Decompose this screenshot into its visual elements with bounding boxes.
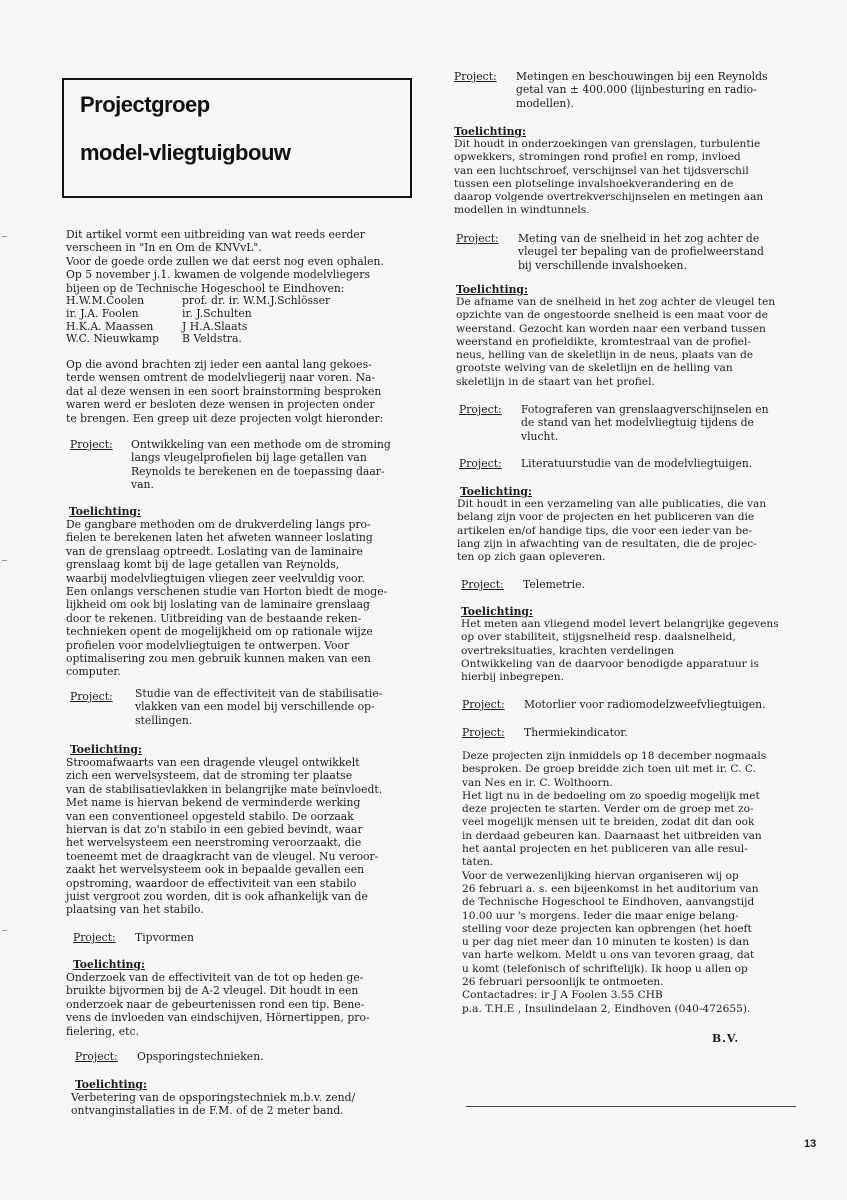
toelichting-8-text: Dit houdt in een verzameling van alle publicaties, die van belang zijn voor de projecten en het publiceren van die artikelen en/of handige tips, die voor een ieder van be- lang zijn in afwachting van de resultaten, die de projec- ten op zich gaan opleveren.: [457, 498, 767, 564]
toelichting-1-text: De gangbare methoden om de drukverdeling langs pro- fielen te berekenen laten het afweten wanneer loslating van de grenslaag optreedt. Loslating van de laminaire grenslaag komt bij de lage getallen van Reynolds, waarbij modelvliegtuigen vliegen zeer veelvuldig voor. Een onlangs verschenen studie van Horton biedt de moge- lijkheid om ook bij loslating van de laminaire grenslaag door te rekenen. Uitbreiding van de bestaande reken- technieken opent de mogelijkheid om op rationale wijze profielen voor modelvliegtuigen te ontwerpen. Voor optimalisering zou men gebruik kunnen maken van een computer.: [66, 518, 388, 679]
page-number: 13: [804, 1138, 817, 1150]
toelichting-4-text: Verbetering van de opsporingstechniek m.b.v. zend/ ontvanginstallaties in de F.M. of de 2 meter band.: [71, 1091, 356, 1118]
project-6-text: Meting van de snelheid in het zog achter de vleugel ter bepaling van de profielweerstand bij verschillende invalshoeken.: [518, 232, 764, 272]
project-7-text: Fotograferen van grenslaagverschijnselen en de stand van het modelvliegtuig tijdens de vlucht.: [521, 403, 769, 443]
project-label: Project:: [462, 726, 505, 739]
project-label: Project:: [75, 1050, 118, 1063]
intro-paragraph-2: Op die avond brachten zij ieder een aantal lang gekoes- terde wensen omtrent de modelvliegerij naar voren. Na- dat al deze wensen in een soort brainstorming besproken waren werd er besloten deze wensen in projecten onder te brengen. Een greep uit deze projecten volgt hieronder:: [66, 358, 384, 425]
project-label: Project:: [459, 457, 502, 470]
member-list-right: prof. dr. ir. W.M.J.Schlösser ir. J.Schulten J H.A.Slaats B Veldstra.: [182, 294, 331, 346]
toelichting-label: Toelichting:: [454, 125, 526, 138]
toelichting-label: Toelichting:: [456, 283, 528, 296]
toelichting-label: Toelichting:: [460, 485, 532, 498]
project-4-text: Opsporingstechnieken.: [137, 1050, 264, 1063]
title-box: [62, 78, 412, 198]
toelichting-label: Toelichting:: [73, 958, 145, 971]
intro-paragraph: Dit artikel vormt een uitbreiding van wat reeds eerder verscheen in "In en Om de KNVvL". Voor de goede orde zullen we dat eerst nog even ophalen. Op 5 november j.1. kwamen de volgende modelvliegers bijeen op de Technische Hogeschool te Eindhoven:: [66, 228, 384, 295]
toelichting-label: Toelichting:: [70, 743, 142, 756]
project-10-text: Motorlier voor radiomodelzweefvliegtuigen.: [524, 698, 766, 711]
project-label: Project:: [461, 578, 504, 591]
scan-edge-mark: [2, 560, 7, 561]
scan-edge-mark: [2, 236, 7, 237]
project-label: Project:: [454, 70, 497, 83]
project-label: Project:: [73, 931, 116, 944]
project-5-text: Metingen en beschouwingen bij een Reynolds getal van ± 400.000 (lijnbesturing en radio- modellen).: [516, 70, 768, 110]
footer-rule: [466, 1106, 796, 1107]
project-label: Project:: [462, 698, 505, 711]
toelichting-6-text: De afname van de snelheid in het zog achter de vleugel ten opzichte van de ongestoorde snelheid is een maat voor de weerstand. Gezocht kan worden naar een verband tussen weerstand en profieldikte, kromtestraal van de profiel- neus, helling van de skeletlijn in de neus, plaats van de grootste welving van de skeletlijn en de helling van skeletlijn in de staart van het profiel.: [456, 296, 776, 388]
project-2-text: Studie van de effectiviteit van de stabilisatie- vlakken van een model bij verschillende op- stellingen.: [135, 687, 383, 727]
project-8-text: Literatuurstudie van de modelvliegtuigen.: [521, 457, 753, 470]
project-1-text: Ontwikkeling van een methode om de stroming langs vleugelprofielen bij lage getallen van Reynolds te berekenen en de toepassing daar- van.: [131, 438, 391, 492]
toelichting-label: Toelichting:: [75, 1078, 147, 1091]
page-title-line-2: model-vliegtuigbouw: [80, 140, 291, 165]
project-label: Project:: [70, 438, 113, 451]
project-label: Project:: [456, 232, 499, 245]
toelichting-label: Toelichting:: [461, 605, 533, 618]
toelichting-5-text: Dit houdt in onderzoekingen van grenslagen, turbulentie opwekkers, stromingen rond profiel en romp, invloed van een luchtschroef, verschijnsel van het tijdsverschil tussen een plotselinge invalshoekverandering en de daarop volgende overtrekverschijnselen en metingen aan modellen in windtunnels.: [454, 138, 764, 217]
member-list-left: H.W.M.Coolen ir. J.A. Foolen H.K.A. Maassen W.C. Nieuwkamp: [66, 294, 159, 346]
page-title-line-1: Projectgroep: [80, 92, 210, 117]
toelichting-3-text: Onderzoek van de effectiviteit van de tot op heden ge- bruikte bijvormen bij de A-2 vleugel. Dit houdt in een onderzoek naar de gebeurtenissen rond een tip. Bene- vens de invloeden van eindschijven, Hörnertippen, pro- fielering, etc.: [66, 971, 370, 1038]
signature: B.V.: [712, 1032, 740, 1045]
closing-paragraph: Deze projecten zijn inmiddels op 18 december nogmaals besproken. De groep breidde zich toen uit met ir. C. C. van Nes en ir. C. Wolthoorn. Het ligt nu in de bedoeling om zo spoedig mogelijk met deze projecten te starten. Verder om de groep met zo- veel mogelijk mensen uit te breiden, zodat dit dan ook in derdaad gebeuren kan. Daarnaast het uitbreiden van het aantal projecten en het publiceren van alle resul- taten. Voor de verwezenlijking hiervan organiseren wij op 26 februari a. s. een bijeenkomst in het auditorium van de Technische Hogeschool te Eindhoven, aanvangstijd 10.00 uur 's morgens. Ieder die maar enige belang- stelling voor deze projecten kan opbrengen (het hoeft u per dag niet meer dan 10 minuten te kosten) is dan van harte welkom. Meldt u ons van tevoren graag, dat u komt (telefonisch of schriftelijk). Ik hoop u allen op 26 februari persoonlijk te ontmoeten. Contactadres: ir J A Foolen 3.55 CHB p.a. T.H.E , Insulindelaan 2, Eindhoven (040-472655).: [462, 750, 767, 1015]
scan-edge-mark: [2, 930, 7, 931]
toelichting-2-text: Stroomafwaarts van een dragende vleugel ontwikkelt zich een wervelsysteem, dat de stroming ter plaatse van de stabilisatievlakken in belangrijke mate beïnvloedt. Met name is hiervan bekend de verminderde werking van een conventioneel opgesteld stabilo. De oorzaak hiervan is dat zo'n stabilo in een gebied bevindt, waar het wervelsysteem een neerstroming veroorzaakt, die toeneemt met de draagkracht van de vleugel. Nu veroor- zaakt het wervelsysteem ook in bepaalde gevallen een opstroming, waardoor de effectiviteit van een stabilo juist vergroot zou worden, dit is ook afhankelijk van de plaatsing van het stabilo.: [66, 756, 383, 917]
project-label: Project:: [70, 690, 113, 703]
project-3-text: Tipvormen: [135, 931, 194, 944]
toelichting-label: Toelichting:: [69, 505, 141, 518]
project-9-text: Telemetrie.: [523, 578, 585, 591]
toelichting-9-text: Het meten aan vliegend model levert belangrijke gegevens op over stabiliteit, stijgsnelheid resp. daalsnelheid, overtreksituaties, krachten verdelingen Ontwikkeling van de daarvoor benodigde apparatuur is hierbij inbegrepen.: [461, 618, 779, 684]
project-11-text: Thermiekindicator.: [524, 726, 628, 739]
project-label: Project:: [459, 403, 502, 416]
